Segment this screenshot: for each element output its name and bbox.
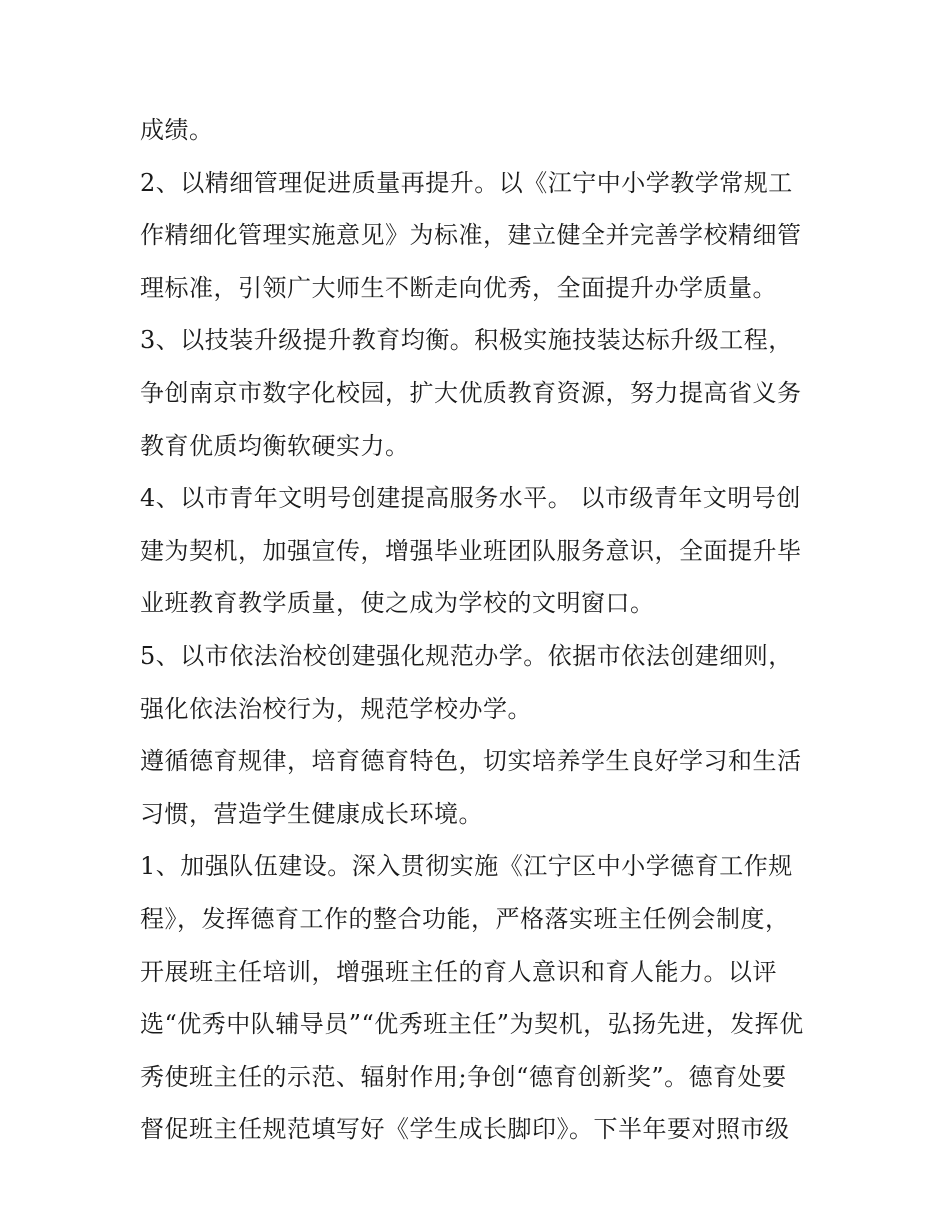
text-line: 习惯，营造学生健康成长环境。 [140, 799, 483, 828]
text-line: 建为契机，加强宣传，增强毕业班团队服务意识，全面提升毕 [140, 536, 802, 565]
document-body [140, 104, 830, 1156]
text-line: 开展班主任培训，增强班主任的育人意识和育人能力。以评 [140, 957, 777, 986]
text-line: 5、以市依法治校创建强化规范办学。依据市依法创建细则， [140, 641, 793, 670]
text-line: 2、以精细管理促进质量再提升。以《江宁中小学教学常规工 [140, 168, 793, 197]
text-line: 选“优秀中队辅导员”“优秀班主任”为契机，弘扬先进，发挥优 [140, 1010, 804, 1039]
text-line: 3、以技装升级提升教育均衡。积极实施技装达标升级工程， [140, 326, 793, 355]
text-line: 督促班主任规范填写好《学生成长脚印》。下半年要对照市级 [140, 1115, 790, 1144]
text-line: 强化依法治校行为，规范学校办学。 [140, 694, 532, 723]
text-line: 理标准，引领广大师生不断走向优秀，全面提升办学质量。 [140, 273, 777, 302]
text-line: 教育优质均衡软硬实力。 [140, 431, 410, 460]
text-line: 4、以市青年文明号创建提高服务水平。 以市级青年文明号创 [140, 484, 801, 513]
text-line: 成绩。 [140, 116, 214, 144]
text-line: 秀使班主任的示范、辐射作用;争创“德育创新奖”。德育处要 [140, 1062, 787, 1091]
text-line: 业班教育教学质量，使之成为学校的文明窗口。 [140, 589, 655, 618]
text-line: 1、加强队伍建设。深入贯彻实施《江宁区中小学德育工作规 [140, 852, 793, 881]
text-line: 作精细化管理实施意见》为标准，建立健全并完善学校精细管 [140, 221, 802, 250]
text-line: 遵循德育规律，培育德育特色，切实培养学生良好学习和生活 [140, 747, 802, 776]
text-line: 程》，发挥德育工作的整合功能，严格落实班主任例会制度， [140, 904, 790, 933]
text-line: 争创南京市数字化校园，扩大优质教育资源，努力提高省义务 [140, 378, 802, 407]
